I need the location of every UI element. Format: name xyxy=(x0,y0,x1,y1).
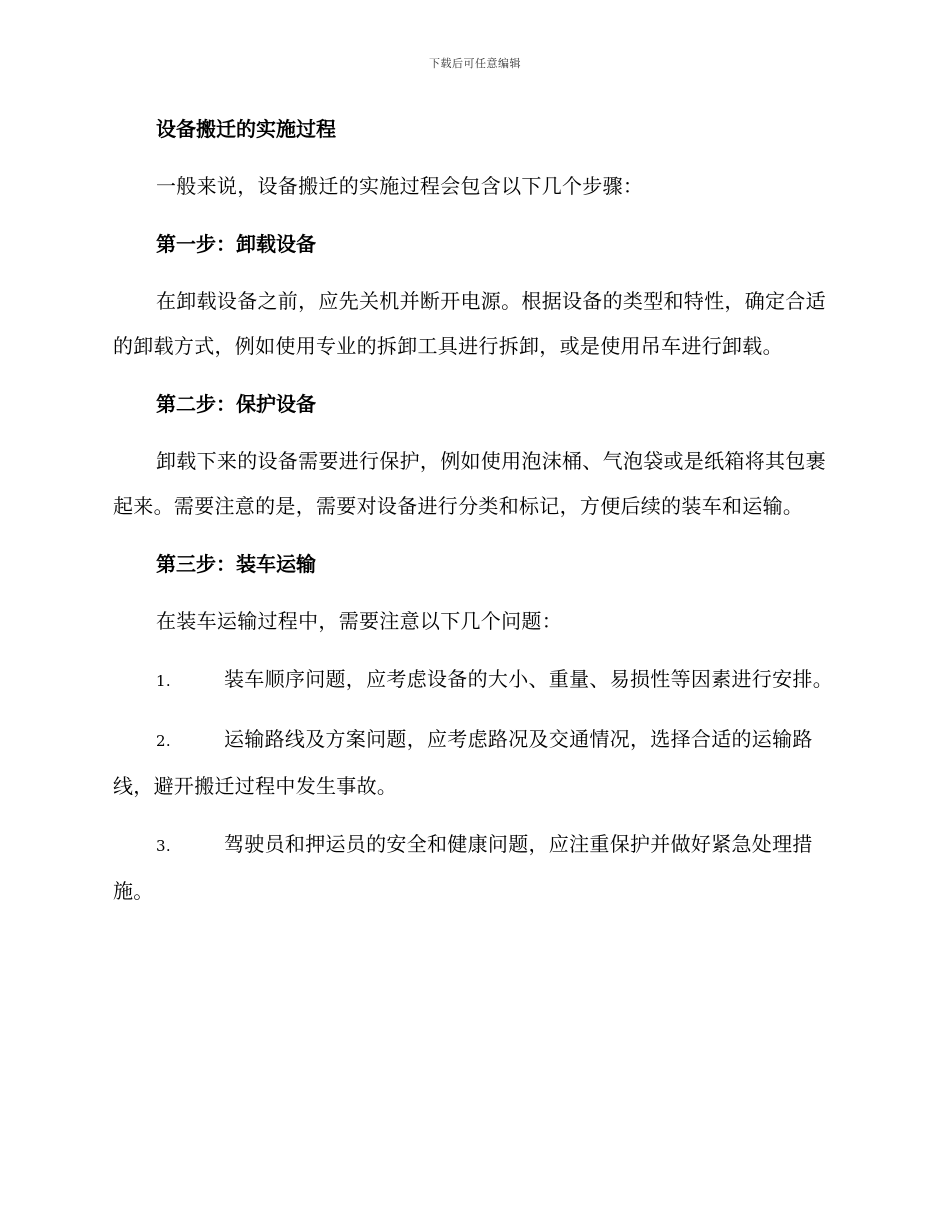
list-item-number: 2. xyxy=(156,732,171,750)
step1-paragraph: 在卸载设备之前，应先关机并断开电源。根据设备的类型和特性，确定合适的卸载方式，例如使用专业的拆卸工具进行拆卸，或是使用吊车进行卸载。 xyxy=(113,289,826,358)
step3-heading: 第三步：装车运输 xyxy=(156,552,316,576)
list-item-text: 运输路线及方案问题，应考虑路况及交通情况，选择合适的运输路线，避开搬迁过程中发生事故。 xyxy=(113,727,813,798)
step2-heading: 第二步：保护设备 xyxy=(156,392,316,416)
list-item-number: 3. xyxy=(156,837,171,855)
list-item-text: 驾驶员和押运员的安全和健康问题，应注重保护并做好紧急处理措施。 xyxy=(113,832,813,903)
list-item xyxy=(113,822,833,914)
step3-paragraph: 在装车运输过程中，需要注意以下几个问题： xyxy=(156,609,562,633)
document-title: 设备搬迁的实施过程 xyxy=(156,117,336,141)
document-content xyxy=(113,107,833,927)
list-item xyxy=(113,717,833,809)
intro-paragraph: 一般来说，设备搬迁的实施过程会包含以下几个步骤： xyxy=(156,174,644,198)
step1-heading: 第一步：卸载设备 xyxy=(156,232,316,256)
header-note: 下载后可任意编辑 xyxy=(429,57,521,70)
step2-paragraph: 卸载下来的设备需要进行保护，例如使用泡沫桶、气泡袋或是纸箱将其包裹起来。需要注意的是，需要对设备进行分类和标记，方便后续的装车和运输。 xyxy=(113,449,826,518)
list-item xyxy=(113,657,833,704)
list-item-number: 1. xyxy=(156,672,171,690)
list-item-text: 装车顺序问题，应考虑设备的大小、重量、易损性等因素进行安排。 xyxy=(224,667,833,691)
